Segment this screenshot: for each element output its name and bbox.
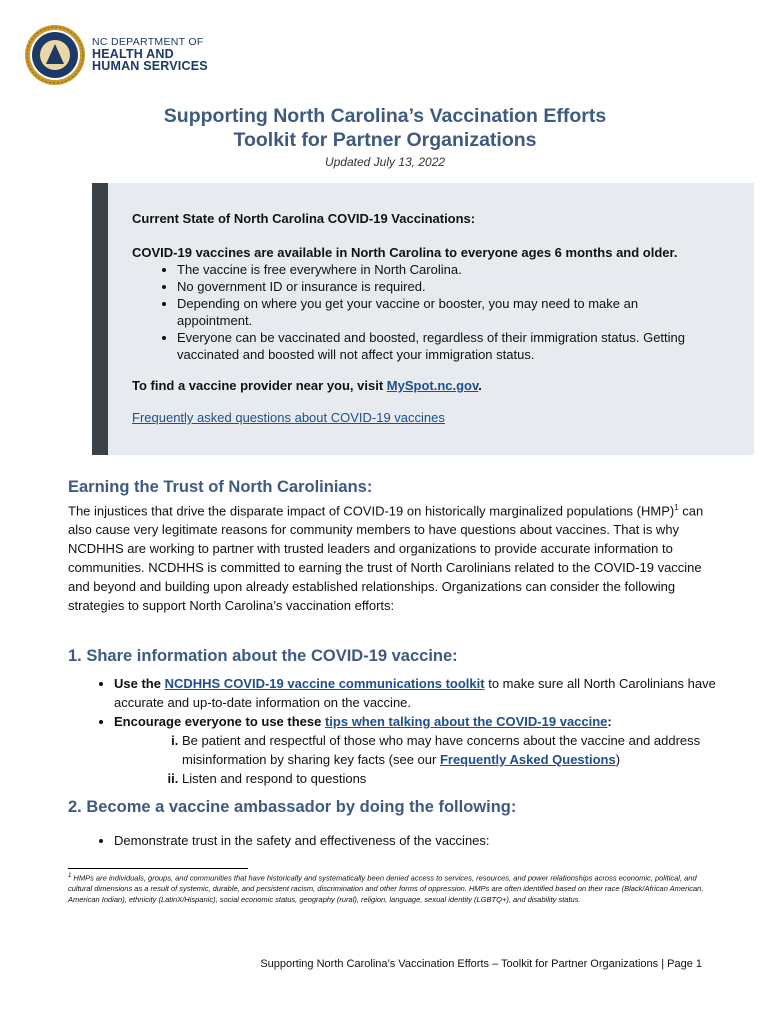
title-line1: Supporting North Carolina’s Vaccination Efforts (163, 105, 607, 127)
callout-bullet: • Depending on where you get your vaccine or booster, you may need to make an appointment. (177, 295, 687, 329)
tips-subitem: ii. Listen and respond to questions (182, 769, 754, 788)
communications-toolkit-link[interactable]: NCDHHS COVID-19 vaccine communications toolkit (164, 676, 485, 691)
trust-text-2: can also cause very legitimate reasons for community members to have questions about vaccines. That is why NCDHHS are working to partner with trusted leaders and organizations to provide accurate information to communities. NCDHHS is committed to earning the trust of North Carolinians related to the COVID-19 vaccine and beyond and building upon already established relationships. Organizations can consider the following strategies to support North Carolina’s vaccination efforts: (68, 503, 704, 614)
footnote-divider (68, 868, 248, 869)
bullet-bold-text: Encourage everyone to use these (114, 714, 325, 729)
page-footer: Supporting North Carolina’s Vaccination Efforts – Toolkit for Partner Organizations | Page 1 (260, 958, 702, 970)
section1-list (68, 674, 754, 788)
footnote-number: 1 (68, 873, 72, 879)
faq-link[interactable]: Frequently Asked Questions (439, 752, 616, 767)
org-name-line2: HEALTH AND (92, 46, 174, 61)
bullet-bold-text: Use the (114, 676, 165, 691)
ncdhhs-logo (24, 24, 208, 86)
section1-bullet-tips (114, 712, 754, 788)
footnote-text: HMPs are individuals, groups, and communities that have historically and systematically been denied access to services, resources, and power relationships across economic, political, and cultural dimensions as a result of systemic, durable, and persistent racism, discrimination and other forms of oppression. HMPs are often identified based on their race (Black/African American, American Indian), ethnicity (LatinX/Hispanic), social economic status, geography (rural), religion, language, sexual identity (LGBTQ+), and disability status. (68, 873, 704, 904)
bullet-colon: : (607, 714, 612, 729)
subitem-text: Be patient and respectful of those who may have concerns about the vaccine and address misinformation by sharing key facts (see our (182, 733, 701, 767)
myspot-link[interactable]: MySpot.nc.gov (386, 378, 479, 393)
document-title (0, 104, 770, 152)
trust-heading: Earning the Trust of North Carolinians: (68, 478, 373, 496)
updated-date: Updated July 13, 2022 (324, 155, 446, 169)
bullet-text: to make sure all North Carolinians have accurate and up-to-date information on the vaccine. (114, 676, 716, 710)
callout-heading: Current State of North Carolina COVID-19 Vaccinations: (132, 211, 476, 226)
title-line2: Toolkit for Partner Organizations (233, 129, 537, 151)
section1-bullet-toolkit (114, 674, 754, 712)
find-provider-text (132, 377, 687, 394)
find-provider-prefix: To find a vaccine provider near you, visit (132, 378, 387, 393)
callout-bullets (132, 261, 687, 363)
section2-heading: 2. Become a vaccine ambassador by doing the following: (68, 798, 517, 816)
callout-bullet: • No government ID or insurance is required. (177, 278, 687, 295)
callout-bullet: • The vaccine is free everywhere in North Carolina. (177, 261, 687, 278)
trust-paragraph (68, 498, 708, 615)
tips-subitem (182, 731, 754, 769)
callout-lead: COVID-19 vaccines are available in North Carolina to everyone ages 6 months and older. (132, 245, 678, 260)
section1-heading: 1. Share information about the COVID-19 vaccine: (68, 647, 458, 665)
talking-tips-link[interactable]: tips when talking about the COVID-19 vaccine (324, 714, 608, 729)
trust-text-1: The injustices that drive the disparate impact of COVID-19 on historically marginalized populations (HMP) (68, 503, 675, 519)
org-name-line1: NC DEPARTMENT OF (92, 36, 204, 49)
tips-sublist (114, 731, 754, 788)
footnote (68, 871, 708, 905)
find-provider-suffix: . (478, 378, 482, 393)
section2-list (68, 831, 754, 850)
footnote-ref: 1 (674, 503, 679, 512)
subitem-end: ) (615, 752, 621, 767)
callout-bullet: • Everyone can be vaccinated and boosted, regardless of their immigration status. Getting vaccinated and boosted will not affect your immigration status. (177, 329, 687, 363)
faq-vaccines-link[interactable]: Frequently asked questions about COVID-19 vaccines (132, 410, 445, 425)
nc-state-seal-icon (24, 24, 86, 86)
callout-content (132, 210, 687, 426)
org-name-line3: HUMAN SERVICES (92, 59, 208, 74)
section2-bullet: • Demonstrate trust in the safety and effectiveness of the vaccines: (114, 831, 754, 850)
